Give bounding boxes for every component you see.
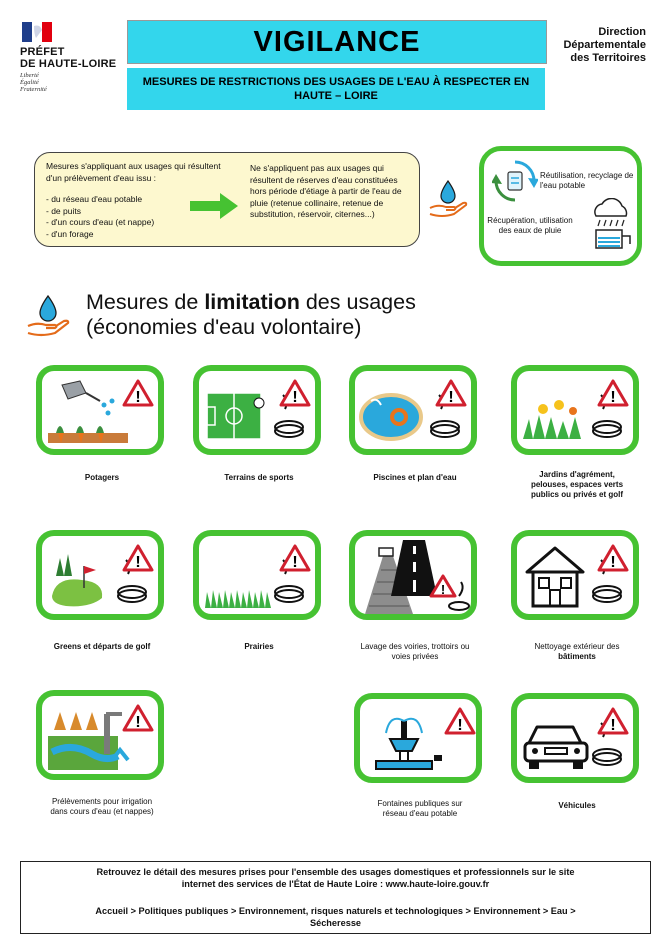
- department-line3: des Territoires: [570, 52, 646, 64]
- page-subtitle: MESURES DE RESTRICTIONS DES USAGES DE L'EAU À RESPECTER EN HAUTE – LOIRE: [142, 76, 530, 102]
- motto-fraternite: Fraternité: [20, 86, 47, 93]
- svg-text:!: !: [457, 717, 463, 734]
- card-piscines: [349, 365, 477, 455]
- page-title: VIGILANCE: [253, 25, 421, 58]
- card-label: Nettoyage extérieur des bâtiments: [534, 642, 620, 661]
- svg-text:!: !: [292, 389, 298, 406]
- rain-collection-icon: [586, 198, 634, 252]
- svg-text:!: !: [135, 714, 141, 731]
- card-irrigation: [36, 690, 164, 780]
- applies-item: - d'un cours d'eau (et nappe): [46, 217, 155, 227]
- card-jardins: [511, 365, 639, 455]
- svg-text:!: !: [135, 389, 141, 406]
- card-potagers: [36, 365, 164, 455]
- card-label: Fontaines publiques sur réseau d'eau potable: [377, 799, 463, 818]
- department-line1: Direction: [598, 26, 646, 38]
- sports-field-icon: [199, 371, 315, 449]
- svg-text:!: !: [610, 717, 616, 734]
- card-label: Piscines et plan d'eau: [373, 473, 457, 482]
- section-title-line2: (économies d'eau volontaire): [86, 315, 362, 339]
- svg-text:!: !: [440, 582, 446, 597]
- svg-text:!: !: [292, 554, 298, 571]
- marianne-flag-icon: [22, 22, 52, 42]
- applies-intro: Mesures s'appliquant aux usages qui résultent d'un prélèvement d'eau issu :: [46, 161, 221, 183]
- card-label: Jardins d'agrément, pelouses, espaces verts publics ou privés et golf: [530, 470, 624, 499]
- svg-text:!: !: [610, 389, 616, 406]
- hand-water-drop-icon: [26, 293, 70, 337]
- motto-egalite: Égalité: [20, 79, 39, 86]
- card-label: Prélèvements pour irrigation dans cours d'eau (et nappes): [50, 797, 154, 816]
- green-arrow-icon: [190, 193, 238, 219]
- footer-line4: Sécheresse: [309, 918, 362, 928]
- card-label: Véhicules: [558, 801, 596, 810]
- house-cleaning-icon: [517, 536, 633, 614]
- card-label: Prairies: [244, 642, 274, 651]
- department-line2: Départementale: [563, 39, 646, 51]
- section-title-post: des usages: [299, 290, 416, 314]
- car-washing-icon: [517, 699, 633, 777]
- road-washing-icon: [355, 536, 471, 614]
- section-title-bold: limitation: [204, 290, 300, 314]
- footer-breadcrumb: [28, 905, 643, 929]
- irrigation-icon: [42, 696, 158, 774]
- flower-garden-icon: [517, 371, 633, 449]
- card-label: Potagers: [84, 473, 120, 482]
- vegetable-garden-icon: [42, 371, 158, 449]
- prefecture-name-line1: PRÉFET: [20, 46, 65, 58]
- title-banner: [127, 20, 547, 64]
- card-nettoyage-batiments: [511, 530, 639, 620]
- subtitle-banner: [127, 68, 545, 110]
- card-label: Terrains de sports: [224, 473, 294, 482]
- footer-line1: Retrouvez le détail des mesures prises pour l'ensemble des usages domestiques et professionnels sur le site: [96, 867, 575, 877]
- meadow-icon: [199, 536, 315, 614]
- hand-water-drop-icon: [428, 178, 468, 218]
- card-terrains-de-sports: [193, 365, 321, 455]
- applies-item: - du réseau d'eau potable: [46, 194, 143, 204]
- rainwater-label: Récupération, utilisation des eaux de pluie: [487, 216, 573, 235]
- section-title-pre: Mesures de: [86, 290, 205, 314]
- fountain-icon: [360, 699, 476, 777]
- not-applies-text: Ne s'appliquent pas aux usages qui résultent de réserves d'eau constituées hors période d'étiage à partir de l'eau de pluie (retenue collinaire, retenue de substitution, réservoir, citernes...): [250, 163, 402, 219]
- card-fontaines: [354, 693, 482, 783]
- footer-line3: Accueil > Politiques publiques > Environnement, risques naturels et technologiques > Environnement > Eau >: [95, 906, 576, 916]
- svg-text:!: !: [610, 554, 616, 571]
- svg-text:!: !: [448, 389, 454, 406]
- prefecture-logo: [20, 22, 130, 92]
- swimming-pool-icon: [355, 371, 471, 449]
- card-prairies: [193, 530, 321, 620]
- motto-liberte: Liberté: [20, 72, 39, 79]
- reuse-label: Réutilisation, recyclage de l'eau potable: [540, 171, 634, 190]
- golf-green-icon: [42, 536, 158, 614]
- prefecture-name-line2: DE HAUTE-LOIRE: [20, 58, 117, 70]
- card-label: Greens et départs de golf: [53, 642, 151, 651]
- applies-item: - de puits: [46, 205, 81, 216]
- card-label: Lavage des voiries, trottoirs ou voies privées: [360, 642, 470, 661]
- footer-line2[interactable]: internet des services de l'État de Haute Loire : www.haute-loire.gouv.fr: [181, 879, 490, 889]
- section-title: [86, 290, 506, 340]
- applies-item: - d'un forage: [46, 228, 94, 239]
- card-greens-golf: [36, 530, 164, 620]
- footer-text-1: [28, 866, 643, 890]
- recycle-water-icon: [492, 158, 538, 204]
- svg-text:!: !: [135, 554, 141, 571]
- card-lavage-voiries: [349, 530, 477, 620]
- department-name: [548, 26, 646, 65]
- card-vehicules: [511, 693, 639, 783]
